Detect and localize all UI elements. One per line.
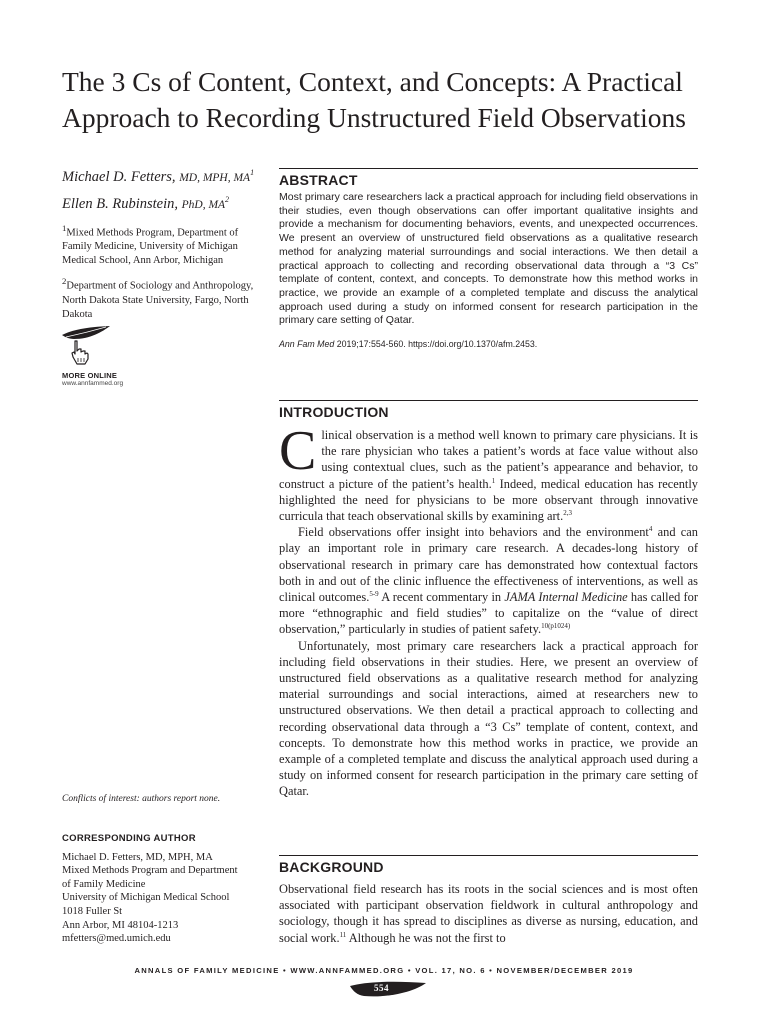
background-section — [279, 855, 698, 946]
author-2-name: Ellen B. Rubinstein, — [62, 195, 178, 212]
drop-cap: C — [279, 420, 317, 482]
more-online-link[interactable] — [62, 326, 172, 388]
corresponding-author-heading: CORRESPONDING AUTHOR — [62, 833, 196, 844]
abstract-text: Most primary care researchers lack a practical approach for including field observations in their studies, even though observations can offer important qualitative insights and provide a mechanism for documenting behaviors, events, and unexpected occurrences. We present an overview of unstructured field observations as a qualitative research method for analyzing material surroundings and social interactions. We then detail a practical approach to collecting and recording observational data through a “3 Cs” template of content, context, and concepts. To demonstrate how this method works in practice, we provide an example of a completed template and discuss the analytical approach used during a study on informed consent for research participation in the primary care setting of Qatar. — [279, 191, 698, 327]
intro-paragraph-1 — [279, 420, 698, 524]
author-2-sup: 2 — [225, 194, 230, 204]
ref-sup: 11 — [339, 930, 347, 939]
ref-sup: 1 — [491, 476, 496, 485]
author-1 — [62, 162, 267, 189]
leaf-logo-icon — [62, 326, 110, 366]
affiliation-1-text: Mixed Methods Program, Department of Family Medicine, University of Michigan Medical School, Ann Arbor, Michigan — [62, 227, 239, 267]
author-1-sup: 1 — [250, 168, 255, 177]
abstract-heading: ABSTRACT — [279, 168, 698, 188]
page-number-badge — [348, 980, 428, 1000]
intro-p2-text-c: A recent commentary in — [378, 590, 505, 605]
author-2-degrees: PhD, MA — [181, 198, 226, 211]
background-p1-text-b: Although he was not the first to — [346, 930, 506, 945]
corresponding-line: University of Michigan Medical School — [62, 892, 230, 904]
intro-paragraph-3: Unfortunately, most primary care researchers lack a practical approach for including field observations in their studies. Here, we present an overview of unstructured field observations as a qualitative research method for analyzing material surroundings and social interactions, aimed at researchers new to unstructured observations. We then detail a practical approach to collecting and recording observational data through a “3 Cs” template of content, context, and concepts. To demonstrate how this method works in practice, we provide an example of a completed template and discuss the analytical approach used during a study on informed consent for research participation in the primary care setting of Qatar. — [279, 638, 698, 799]
pointing-hand-icon — [72, 341, 88, 364]
conflicts-of-interest: Conflicts of interest: authors report none. — [62, 794, 221, 804]
ref-sup: 2,3 — [563, 508, 572, 517]
background-heading: BACKGROUND — [279, 855, 698, 875]
page-number: 554 — [374, 983, 389, 993]
intro-p2-text-d: has called for more “ethnographic and field studies” to capitalize on the “value of direct observation,” particularly in studies of patient safety. — [279, 590, 698, 637]
running-footer: ANNALS OF FAMILY MEDICINE • WWW.ANNFAMMED.ORG • VOL. 17, NO. 6 • NOVEMBER/DECEMBER 2019 — [134, 966, 634, 975]
affiliation-2-sup: 2 — [62, 276, 67, 287]
author-1-name: Michael D. Fetters, — [62, 168, 176, 185]
article-title: The 3 Cs of Content, Context, and Concepts: A Practical Approach to Recording Unstructured Field Observations — [62, 66, 686, 133]
background-p1-text-a: Observational field research has its roots in the social sciences and is most often associated with participant observation fieldwork in cultural anthropology and sociology, though it has spread to disciplines as diverse as nursing, education, and social work. — [279, 882, 698, 945]
author-block — [62, 162, 267, 322]
intro-p2-text-b: and can play an important role in primary care research. A decades-long history of observational research in primary care has demonstrated how contextual factors both in and out of the clinic influence the effectiveness of interventions, as well as clinical outcomes. — [279, 525, 698, 605]
more-online-url: www.annfammed.org — [62, 380, 124, 387]
citation-journal: Ann Fam Med — [279, 339, 335, 350]
corresponding-email[interactable]: mfetters@med.umich.edu — [62, 933, 171, 945]
corresponding-line: Ann Arbor, MI 48104-1213 — [62, 919, 179, 931]
affiliation-1 — [62, 221, 267, 269]
ref-sup: 4 — [648, 525, 653, 534]
introduction-heading: INTRODUCTION — [279, 400, 698, 420]
citation — [279, 339, 698, 349]
journal-name: JAMA Internal Medicine — [504, 590, 628, 605]
citation-doi[interactable]: 2019;17:554-560. https://doi.org/10.1370/afm.2453. — [336, 339, 538, 350]
corresponding-author — [62, 832, 272, 946]
intro-p1-text-a: linical observation is a method well known to primary care physicians. It is the rare physician who takes a patient’s words at face value without also using contextual clues, such as the patient’s appearance and behavior, to construct a picture of the patient’s health. — [279, 428, 698, 491]
more-online-label: MORE ONLINE — [62, 371, 118, 380]
abstract-section — [279, 168, 698, 349]
intro-p2-text-a: Field observations offer insight into behaviors and the environment — [298, 525, 649, 540]
corresponding-line: of Family Medicine — [62, 878, 146, 890]
ref-sup: 5-9 — [369, 589, 379, 598]
intro-p1-text-b: Indeed, medical education has recently highlighted the need for physicians to be more observant through innovative curricula that teach observational skills by examining art. — [279, 476, 698, 524]
affiliation-1-sup: 1 — [62, 222, 67, 233]
author-1-degrees: MD, MPH, MA — [179, 171, 251, 184]
introduction-section — [279, 400, 698, 800]
author-2 — [62, 189, 267, 216]
intro-paragraph-2 — [279, 524, 698, 637]
corresponding-line: Michael D. Fetters, MD, MPH, MA — [62, 851, 213, 863]
background-paragraph-1 — [279, 881, 698, 946]
affiliation-2 — [62, 274, 267, 322]
corresponding-line: 1018 Fuller St — [62, 905, 123, 917]
affiliation-2-text: Department of Sociology and Anthropology, North Dakota State University, Fargo, North Dakota — [62, 280, 254, 320]
corresponding-line: Mixed Methods Program and Department — [62, 865, 238, 877]
ref-sup: 10(p1024) — [541, 622, 571, 631]
